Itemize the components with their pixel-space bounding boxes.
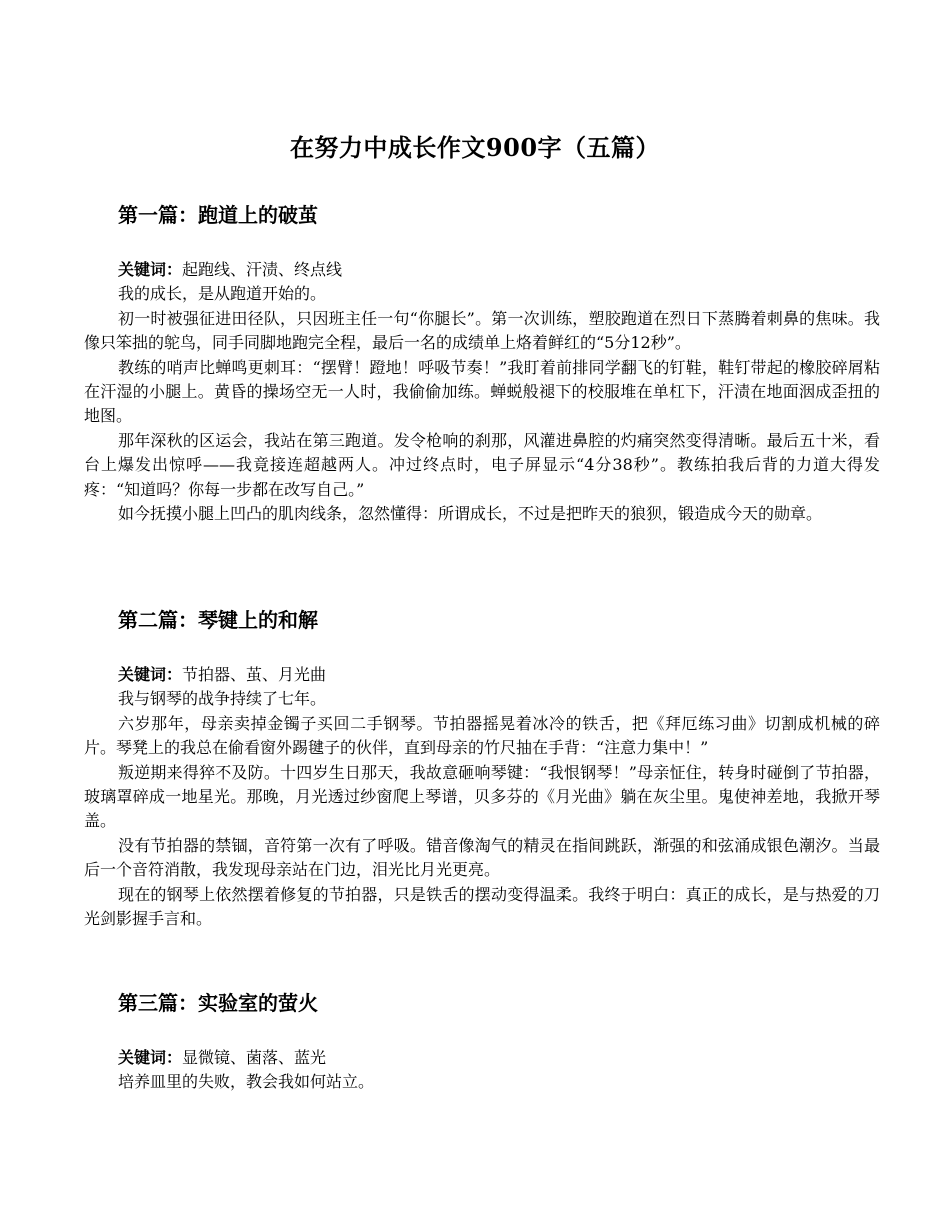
section-heading: 第二篇：琴键上的和解 xyxy=(118,608,318,632)
section-body xyxy=(84,1046,880,1095)
section-heading: 第一篇：跑道上的破茧 xyxy=(118,203,318,227)
essay-section-1 xyxy=(84,200,880,526)
paragraph: 六岁那年，母亲卖掉金镯子买回二手钢琴。节拍器摇晃着冰冷的铁舌，把《拜厄练习曲》切割成机械的碎片。琴凳上的我总在偷看窗外踢毽子的伙伴，直到母亲的竹尺抽在手背：“注意力集中！” xyxy=(84,713,880,758)
paragraph: 叛逆期来得猝不及防。十四岁生日那天，我故意砸响琴键：“我恨钢琴！”母亲怔住，转身时碰倒了节拍器，玻璃罩碎成一地星光。那晚，月光透过纱窗爬上琴谱，贝多芬的《月光曲》躺在灰尘里。鬼使神差地，我掀开琴盖。 xyxy=(84,762,880,831)
keywords-label: 关键词： xyxy=(118,665,183,684)
paragraph: 没有节拍器的禁锢，音符第一次有了呼吸。错音像淘气的精灵在指间跳跃，渐强的和弦涌成银色潮汐。当最后一个音符消散，我发现母亲站在门边，泪光比月光更亮。 xyxy=(84,835,880,880)
keywords-line xyxy=(84,258,880,282)
section-body xyxy=(84,663,880,931)
essay-section-2 xyxy=(84,605,880,931)
keywords-line xyxy=(84,663,880,687)
section-heading: 第三篇：实验室的萤火 xyxy=(118,991,318,1015)
keywords-text: 节拍器、茧、月光曲 xyxy=(182,665,327,684)
section-body xyxy=(84,258,880,526)
paragraph: 我与钢琴的战争持续了七年。 xyxy=(118,689,327,709)
paragraph: 初一时被强征进田径队，只因班主任一句“你腿长”。第一次训练，塑胶跑道在烈日下蒸腾着刺鼻的焦味。我像只笨拙的鸵鸟，同手同脚地跑完全程，最后一名的成绩单上烙着鲜红的“5分12秒”。 xyxy=(84,308,880,353)
paragraph: 如今抚摸小腿上凹凸的肌肉线条，忽然懂得：所谓成长，不过是把昨天的狼狈，锻造成今天的勋章。 xyxy=(118,504,823,524)
document-title: 在努力中成长作文900字（五篇） xyxy=(289,133,661,162)
paragraph: 教练的哨声比蝉鸣更刺耳：“摆臂！蹬地！呼吸节奏！”我盯着前排同学翻飞的钉鞋，鞋钉带起的橡胶碎屑粘在汗湿的小腿上。黄昏的操场空无一人时，我偷偷加练。蝉蜕般褪下的校服堆在单杠下，汗渍在地面洇成歪扭的地图。 xyxy=(84,357,880,426)
paragraph: 培养皿里的失败，教会我如何站立。 xyxy=(118,1072,375,1092)
keywords-line xyxy=(84,1046,880,1070)
keywords-text: 显微镜、菌落、蓝光 xyxy=(182,1048,327,1067)
paragraph: 我的成长，是从跑道开始的。 xyxy=(118,284,327,304)
paragraph: 那年深秋的区运会，我站在第三跑道。发令枪响的刹那，风灌进鼻腔的灼痛突然变得清晰。最后五十米，看台上爆发出惊呼——我竟接连超越两人。冲过终点时，电子屏显示“4分38秒”。教练拍我后背的力道大得发疼：“知道吗？你每一步都在改写自己。” xyxy=(84,430,880,499)
keywords-text: 起跑线、汗渍、终点线 xyxy=(182,260,343,279)
paragraph: 现在的钢琴上依然摆着修复的节拍器，只是铁舌的摆动变得温柔。我终于明白：真正的成长，是与热爱的刀光剑影握手言和。 xyxy=(84,884,880,929)
essay-section-3 xyxy=(84,988,880,1095)
keywords-label: 关键词： xyxy=(118,1048,183,1067)
keywords-label: 关键词： xyxy=(118,260,183,279)
